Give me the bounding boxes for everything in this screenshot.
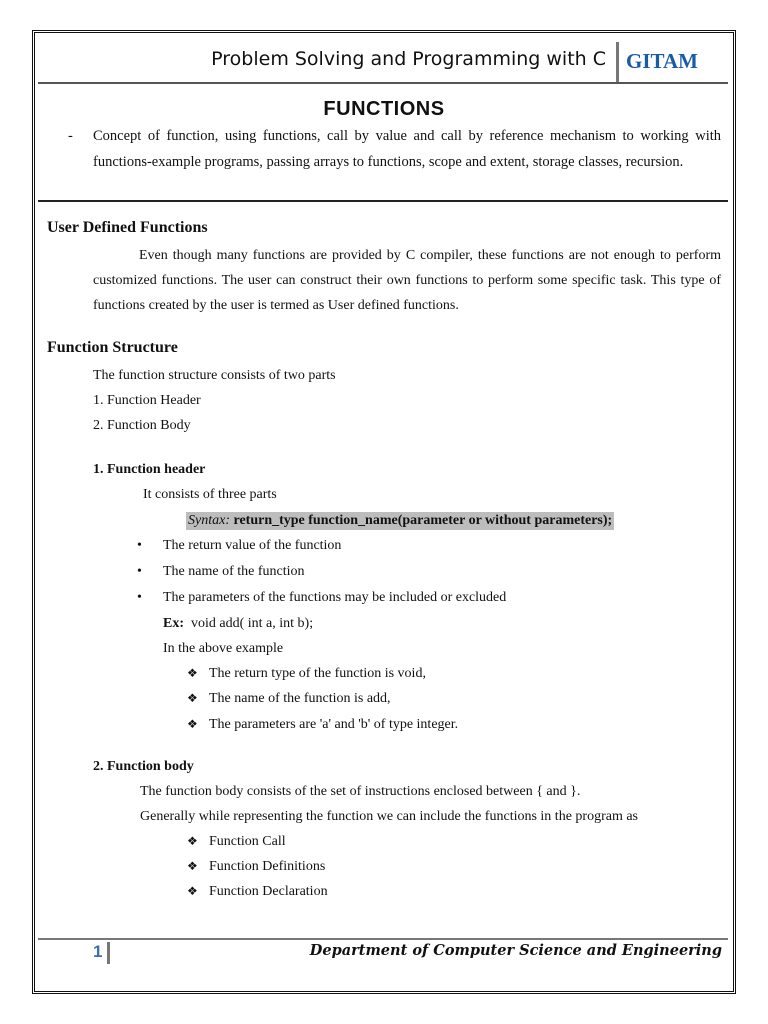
example-intro: In the above example: [163, 641, 284, 656]
function-body-heading: 2. Function body: [93, 759, 194, 774]
page-number: 1: [93, 942, 103, 961]
structure-part-1: 1. Function Header: [93, 393, 201, 408]
bullet-icon: •: [137, 538, 142, 553]
list-item: [187, 717, 458, 733]
example-line: [163, 611, 313, 636]
list-item: [137, 564, 305, 580]
diamond-bullet-icon: ❖: [187, 859, 198, 873]
list-item-text: The return type of the function is void,: [209, 666, 426, 681]
list-item: [187, 884, 328, 900]
list-item-text: Function Definitions: [209, 859, 326, 874]
syllabus-text: Concept of function, using functions, call by value and call by reference mechanism to working with functions-example programs, passing arrays to functions, scope and extent, storage classes, recursion.: [93, 128, 721, 170]
list-item-text: The name of the function is add,: [209, 691, 391, 706]
diamond-bullet-icon: ❖: [187, 666, 198, 680]
syntax-label: Syntax:: [188, 513, 230, 528]
function-header-intro: It consists of three parts: [143, 487, 277, 502]
section-divider: [38, 200, 728, 202]
diamond-bullet-icon: ❖: [187, 834, 198, 848]
page-header: [38, 42, 728, 84]
header-separator: [616, 42, 619, 82]
example-code: void add( int a, int b);: [191, 616, 314, 631]
syntax-highlight: [186, 512, 614, 530]
footer-department: Department of Computer Science and Engineering: [309, 942, 722, 959]
header-brand: GITAM: [626, 49, 698, 73]
function-body-line-1: The function body consists of the set of instructions enclosed between { and }.: [140, 784, 581, 799]
example-label: Ex:: [163, 616, 184, 631]
list-item-text: The name of the function: [163, 564, 305, 579]
bullet-icon: •: [137, 564, 142, 579]
list-item: [187, 834, 286, 850]
list-item: [137, 590, 506, 606]
list-item-text: The return value of the function: [163, 538, 342, 553]
function-structure-intro: The function structure consists of two parts: [93, 368, 336, 383]
document-title: FUNCTIONS: [323, 98, 445, 120]
function-structure-heading: Function Structure: [47, 339, 178, 356]
list-item-text: Function Declaration: [209, 884, 328, 899]
list-item: [187, 859, 325, 875]
function-header-heading: 1. Function header: [93, 462, 206, 477]
header-title: Problem Solving and Programming with C: [211, 48, 606, 70]
footer-separator: [107, 942, 110, 964]
syllabus-dash: -: [68, 128, 73, 144]
list-item: [187, 691, 391, 707]
diamond-bullet-icon: ❖: [187, 691, 198, 705]
list-item-text: The parameters are 'a' and 'b' of type integer.: [209, 717, 459, 732]
function-body-line-2: Generally while representing the function we can include the functions in the program as: [140, 809, 638, 824]
user-defined-heading: User Defined Functions: [47, 219, 208, 236]
list-item: [187, 666, 426, 682]
list-item: [137, 538, 341, 554]
syntax-code: return_type function_name(parameter or without parameters);: [233, 513, 613, 528]
list-item-text: Function Call: [209, 834, 286, 849]
footer-divider: [38, 938, 728, 940]
diamond-bullet-icon: ❖: [187, 884, 198, 898]
structure-part-2: 2. Function Body: [93, 418, 191, 433]
user-defined-body: Even though many functions are provided by C compiler, these functions are not enough to perform customized functions. The user can construct their own functions to perform some specific task. This type of functions created by the user is termed as User defined functions.: [93, 248, 721, 313]
list-item-text: The parameters of the functions may be included or excluded: [163, 590, 507, 605]
bullet-icon: •: [137, 590, 142, 605]
diamond-bullet-icon: ❖: [187, 717, 198, 731]
